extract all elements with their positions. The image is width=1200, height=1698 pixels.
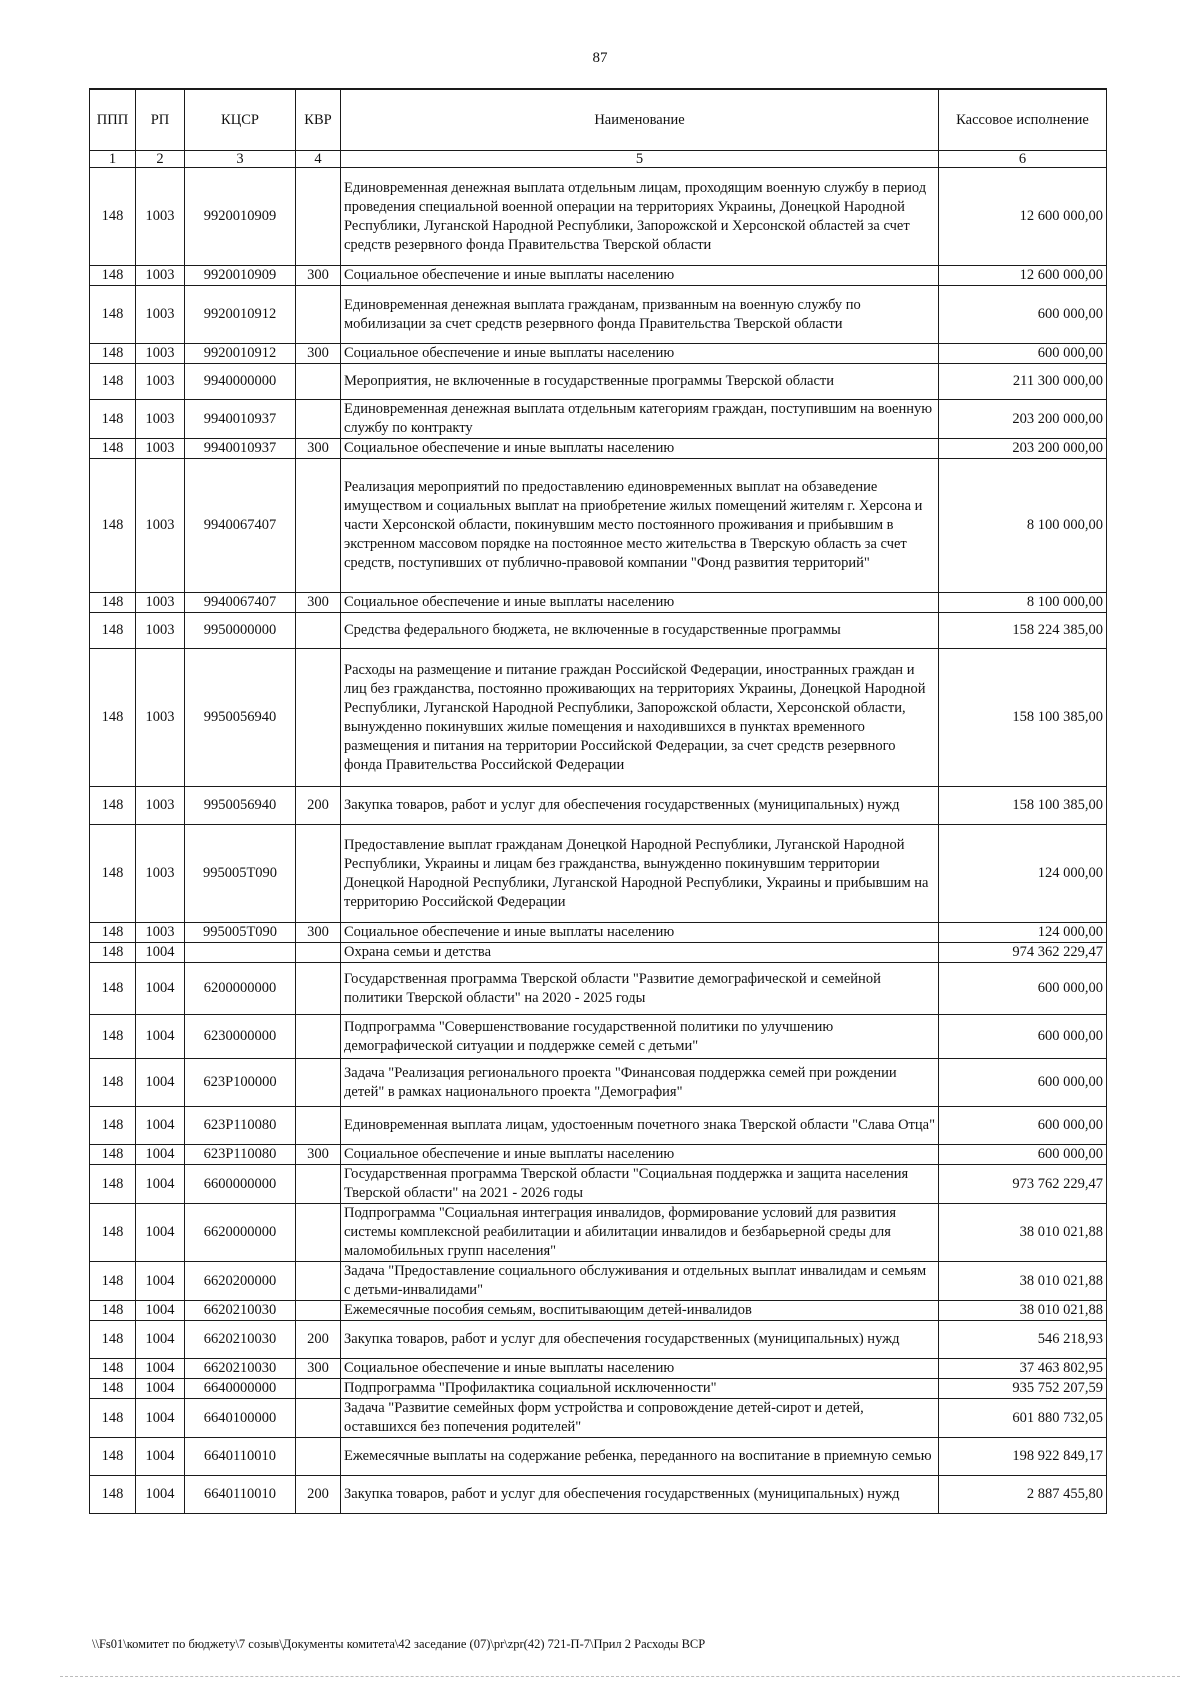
column-number: 4	[296, 151, 341, 168]
cell-rp: 1003	[136, 266, 185, 286]
cell-rp: 1004	[136, 943, 185, 963]
cell-kvr	[296, 168, 341, 266]
cell-kcsr: 9950056940	[185, 649, 296, 787]
cell-name: Подпрограмма "Социальная интеграция инвалидов, формирование условий для развития системы комплексной реабилитации и абилитации инвалидов и безбарьерной среды для маломобильных групп населения"	[341, 1204, 939, 1262]
cell-name: Задача "Предоставление социального обслуживания и отдельных выплат инвалидам и семьям с детьми-инвалидами"	[341, 1262, 939, 1301]
cell-kcsr: 6620210030	[185, 1321, 296, 1359]
cell-kvr	[296, 963, 341, 1015]
column-number: 1	[90, 151, 136, 168]
cell-amount: 546 218,93	[939, 1321, 1107, 1359]
cell-ppp: 148	[90, 787, 136, 825]
column-number: 3	[185, 151, 296, 168]
table-row	[90, 1438, 1107, 1476]
cell-ppp: 148	[90, 344, 136, 364]
cell-name: Ежемесячные выплаты на содержание ребенка, переданного на воспитание в приемную семью	[341, 1438, 939, 1476]
cell-name: Предоставление выплат гражданам Донецкой Народной Республики, Луганской Народной Республики, Украины и лицам без гражданства, вынужденно покинувшим территории Донецкой Народной Республики, Луганской Народной Республики, Украины и прибывшим на территорию Российской Федерации	[341, 825, 939, 923]
cell-ppp: 148	[90, 923, 136, 943]
column-number: 5	[341, 151, 939, 168]
cell-rp: 1003	[136, 344, 185, 364]
cell-kvr: 200	[296, 1321, 341, 1359]
cell-rp: 1004	[136, 1301, 185, 1321]
cell-name: Реализация мероприятий по предоставлению единовременных выплат на обзаведение имуществом и социальных выплат на приобретение жилых помещений жителям г. Херсона и части Херсонской области, покинувшим место постоянного проживания и прибывшим в экстренном массовом порядке на постоянное место жительства в Тверскую область за счет средств, поступивших от публично-правовой компании "Фонд развития территорий"	[341, 459, 939, 593]
cell-kcsr: 9920010909	[185, 266, 296, 286]
cell-rp: 1004	[136, 1379, 185, 1399]
cell-ppp: 148	[90, 613, 136, 649]
cell-name: Охрана семьи и детства	[341, 943, 939, 963]
cell-kcsr: 6620000000	[185, 1204, 296, 1262]
header-name: Наименование	[341, 89, 939, 151]
cell-rp: 1004	[136, 1438, 185, 1476]
cell-kvr	[296, 1438, 341, 1476]
cell-name: Закупка товаров, работ и услуг для обеспечения государственных (муниципальных) нужд	[341, 787, 939, 825]
cell-kvr: 300	[296, 266, 341, 286]
cell-ppp: 148	[90, 286, 136, 344]
cell-kvr	[296, 1399, 341, 1438]
cell-kcsr: 623P110080	[185, 1145, 296, 1165]
cell-ppp: 148	[90, 266, 136, 286]
table-row	[90, 1204, 1107, 1262]
cell-kcsr: 995005Т090	[185, 825, 296, 923]
cell-amount: 600 000,00	[939, 286, 1107, 344]
cell-kcsr: 6200000000	[185, 963, 296, 1015]
column-number-row	[90, 151, 1107, 168]
cell-kvr: 200	[296, 787, 341, 825]
table-row	[90, 400, 1107, 439]
header-ppp: ППП	[90, 89, 136, 151]
header-row	[90, 89, 1107, 151]
cell-ppp: 148	[90, 825, 136, 923]
cell-kvr	[296, 364, 341, 400]
table-row	[90, 1107, 1107, 1145]
cell-name: Расходы на размещение и питание граждан Российской Федерации, иностранных граждан и лиц без гражданства, постоянно проживающих на территориях Украины, Донецкой Народной Республики, Луганской Народной Республики, Запорожской области, Херсонской области, вынужденно покинувших жилые помещения и находившихся в пунктах временного размещения и питания на территории Российской Федерации, за счет средств резервного фонда Правительства Российской Федерации	[341, 649, 939, 787]
cell-kcsr: 6640100000	[185, 1399, 296, 1438]
cell-amount: 601 880 732,05	[939, 1399, 1107, 1438]
header-kcsr: КЦСР	[185, 89, 296, 151]
cell-name: Единовременная денежная выплата гражданам, призванным на военную службу по мобилизации за счет средств резервного фонда Правительства Тверской области	[341, 286, 939, 344]
cell-ppp: 148	[90, 1476, 136, 1514]
cell-kcsr: 6640110010	[185, 1476, 296, 1514]
cell-amount: 198 922 849,17	[939, 1438, 1107, 1476]
table-row	[90, 1301, 1107, 1321]
cell-amount: 12 600 000,00	[939, 266, 1107, 286]
header-amount: Кассовое исполнение	[939, 89, 1107, 151]
cell-kvr: 300	[296, 439, 341, 459]
cell-ppp: 148	[90, 1438, 136, 1476]
cell-kvr	[296, 1204, 341, 1262]
cell-rp: 1003	[136, 400, 185, 439]
cell-kvr: 300	[296, 923, 341, 943]
cell-amount: 158 100 385,00	[939, 649, 1107, 787]
cell-amount: 600 000,00	[939, 963, 1107, 1015]
cell-rp: 1004	[136, 1059, 185, 1107]
cell-kcsr: 6640000000	[185, 1379, 296, 1399]
column-number: 6	[939, 151, 1107, 168]
cell-amount: 124 000,00	[939, 825, 1107, 923]
cell-ppp: 148	[90, 1015, 136, 1059]
cell-name: Социальное обеспечение и иные выплаты населению	[341, 439, 939, 459]
cell-kcsr: 6620210030	[185, 1301, 296, 1321]
cell-name: Единовременная денежная выплата отдельным лицам, проходящим военную службу в период проведения специальной военной операции на территориях Украины, Донецкой Народной Республики, Луганской Народной Республики, Запорожской и Херсонской областей за счет средств резервного фонда Правительства Тверской области	[341, 168, 939, 266]
cell-kvr	[296, 613, 341, 649]
cell-ppp: 148	[90, 400, 136, 439]
cell-kvr	[296, 1107, 341, 1145]
column-number: 2	[136, 151, 185, 168]
table-row	[90, 923, 1107, 943]
cell-kvr	[296, 943, 341, 963]
header-kvr: КВР	[296, 89, 341, 151]
cell-kvr: 300	[296, 1359, 341, 1379]
footer-file-path: \\Fs01\комитет по бюджету\7 созыв\Документы комитета\42 заседание (07)\pr\zpr(42) 721-П-7\Прил 2 Расходы ВСР	[92, 1637, 706, 1651]
page-number: 87	[592, 50, 608, 66]
cell-ppp: 148	[90, 364, 136, 400]
cell-kvr: 300	[296, 344, 341, 364]
cell-ppp: 148	[90, 168, 136, 266]
cell-ppp: 148	[90, 459, 136, 593]
table-row	[90, 168, 1107, 266]
cell-amount: 203 200 000,00	[939, 400, 1107, 439]
cell-rp: 1003	[136, 787, 185, 825]
cell-name: Единовременная денежная выплата отдельным категориям граждан, поступившим на военную службу по контракту	[341, 400, 939, 439]
cell-name: Мероприятия, не включенные в государственные программы Тверской области	[341, 364, 939, 400]
cell-kcsr: 9940000000	[185, 364, 296, 400]
cell-amount: 935 752 207,59	[939, 1379, 1107, 1399]
cell-ppp: 148	[90, 593, 136, 613]
cell-kcsr: 6600000000	[185, 1165, 296, 1204]
cell-kvr: 300	[296, 1145, 341, 1165]
cell-kvr	[296, 1301, 341, 1321]
header-rp: РП	[136, 89, 185, 151]
cell-rp: 1003	[136, 168, 185, 266]
cell-kcsr: 623P110080	[185, 1107, 296, 1145]
cell-name: Социальное обеспечение и иные выплаты населению	[341, 923, 939, 943]
cell-amount: 124 000,00	[939, 923, 1107, 943]
cell-ppp: 148	[90, 1107, 136, 1145]
cell-name: Ежемесячные пособия семьям, воспитывающим детей-инвалидов	[341, 1301, 939, 1321]
cell-name: Социальное обеспечение и иные выплаты населению	[341, 593, 939, 613]
cell-rp: 1004	[136, 1107, 185, 1145]
table-row	[90, 825, 1107, 923]
table-row	[90, 1015, 1107, 1059]
cell-amount: 600 000,00	[939, 1015, 1107, 1059]
cell-name: Социальное обеспечение и иные выплаты населению	[341, 1359, 939, 1379]
cell-amount: 600 000,00	[939, 1059, 1107, 1107]
table-row	[90, 963, 1107, 1015]
cell-kcsr: 9940010937	[185, 400, 296, 439]
table-row	[90, 1379, 1107, 1399]
cell-rp: 1003	[136, 923, 185, 943]
cell-rp: 1004	[136, 1359, 185, 1379]
cell-amount: 38 010 021,88	[939, 1301, 1107, 1321]
cell-kcsr: 9940067407	[185, 459, 296, 593]
cell-amount: 12 600 000,00	[939, 168, 1107, 266]
table-row	[90, 459, 1107, 593]
cell-kvr: 300	[296, 593, 341, 613]
cell-name: Подпрограмма "Профилактика социальной исключенности"	[341, 1379, 939, 1399]
cell-kvr	[296, 825, 341, 923]
table-row	[90, 1262, 1107, 1301]
cell-ppp: 148	[90, 1321, 136, 1359]
table-row	[90, 943, 1107, 963]
cell-ppp: 148	[90, 649, 136, 787]
table-row	[90, 1165, 1107, 1204]
cell-amount: 2 887 455,80	[939, 1476, 1107, 1514]
cell-kvr	[296, 1015, 341, 1059]
cell-rp: 1004	[136, 1165, 185, 1204]
cell-kvr	[296, 1262, 341, 1301]
cell-kcsr: 9940067407	[185, 593, 296, 613]
cell-name: Государственная программа Тверской области "Развитие демографической и семейной политики Тверской области" на 2020 - 2025 годы	[341, 963, 939, 1015]
table-row	[90, 649, 1107, 787]
cell-rp: 1003	[136, 364, 185, 400]
cell-kcsr	[185, 943, 296, 963]
cell-ppp: 148	[90, 963, 136, 1015]
cell-kcsr: 9950000000	[185, 613, 296, 649]
cell-ppp: 148	[90, 1059, 136, 1107]
cell-rp: 1003	[136, 613, 185, 649]
cell-rp: 1003	[136, 439, 185, 459]
cell-amount: 203 200 000,00	[939, 439, 1107, 459]
table-row	[90, 1359, 1107, 1379]
cell-amount: 158 224 385,00	[939, 613, 1107, 649]
scan-edge-divider	[60, 1676, 1180, 1677]
cell-name: Социальное обеспечение и иные выплаты населению	[341, 266, 939, 286]
cell-amount: 211 300 000,00	[939, 364, 1107, 400]
cell-ppp: 148	[90, 943, 136, 963]
cell-name: Средства федерального бюджета, не включенные в государственные программы	[341, 613, 939, 649]
cell-name: Задача "Реализация регионального проекта "Финансовая поддержка семей при рождении детей" в рамках национального проекта "Демография"	[341, 1059, 939, 1107]
cell-rp: 1003	[136, 286, 185, 344]
cell-ppp: 148	[90, 1262, 136, 1301]
cell-kcsr: 9920010912	[185, 286, 296, 344]
cell-kcsr: 9940010937	[185, 439, 296, 459]
cell-ppp: 148	[90, 1145, 136, 1165]
table-row	[90, 286, 1107, 344]
cell-rp: 1003	[136, 825, 185, 923]
table-row	[90, 1476, 1107, 1514]
table-row	[90, 1145, 1107, 1165]
cell-rp: 1003	[136, 649, 185, 787]
cell-rp: 1004	[136, 1476, 185, 1514]
table-row	[90, 1059, 1107, 1107]
cell-ppp: 148	[90, 1165, 136, 1204]
cell-name: Единовременная выплата лицам, удостоенным почетного знака Тверской области "Слава Отца"	[341, 1107, 939, 1145]
cell-amount: 973 762 229,47	[939, 1165, 1107, 1204]
table-row	[90, 613, 1107, 649]
cell-name: Социальное обеспечение и иные выплаты населению	[341, 1145, 939, 1165]
cell-amount: 600 000,00	[939, 1107, 1107, 1145]
cell-kcsr: 9920010909	[185, 168, 296, 266]
cell-rp: 1004	[136, 1204, 185, 1262]
cell-kvr	[296, 459, 341, 593]
cell-rp: 1004	[136, 1145, 185, 1165]
cell-rp: 1003	[136, 593, 185, 613]
cell-ppp: 148	[90, 439, 136, 459]
cell-amount: 8 100 000,00	[939, 459, 1107, 593]
cell-amount: 600 000,00	[939, 1145, 1107, 1165]
cell-rp: 1004	[136, 1321, 185, 1359]
cell-ppp: 148	[90, 1204, 136, 1262]
table-body	[90, 168, 1107, 1514]
table-row	[90, 266, 1107, 286]
cell-amount: 974 362 229,47	[939, 943, 1107, 963]
cell-ppp: 148	[90, 1359, 136, 1379]
cell-kvr	[296, 286, 341, 344]
cell-name: Задача "Развитие семейных форм устройства и сопровождение детей-сирот и детей, оставшихся без попечения родителей"	[341, 1399, 939, 1438]
cell-amount: 38 010 021,88	[939, 1204, 1107, 1262]
cell-name: Подпрограмма "Совершенствование государственной политики по улучшению демографической ситуации и поддержке семей с детьми"	[341, 1015, 939, 1059]
cell-kcsr: 9920010912	[185, 344, 296, 364]
cell-ppp: 148	[90, 1399, 136, 1438]
cell-rp: 1004	[136, 1015, 185, 1059]
cell-ppp: 148	[90, 1379, 136, 1399]
table-row	[90, 787, 1107, 825]
cell-amount: 37 463 802,95	[939, 1359, 1107, 1379]
cell-kvr	[296, 649, 341, 787]
cell-rp: 1004	[136, 1262, 185, 1301]
cell-kcsr: 9950056940	[185, 787, 296, 825]
cell-amount: 38 010 021,88	[939, 1262, 1107, 1301]
table-row	[90, 364, 1107, 400]
cell-kvr	[296, 1165, 341, 1204]
table-row	[90, 593, 1107, 613]
cell-kcsr: 6640110010	[185, 1438, 296, 1476]
cell-amount: 600 000,00	[939, 344, 1107, 364]
table-row	[90, 439, 1107, 459]
cell-kvr	[296, 400, 341, 439]
cell-ppp: 148	[90, 1301, 136, 1321]
cell-name: Закупка товаров, работ и услуг для обеспечения государственных (муниципальных) нужд	[341, 1476, 939, 1514]
cell-kcsr: 995005Т090	[185, 923, 296, 943]
cell-rp: 1004	[136, 1399, 185, 1438]
cell-name: Закупка товаров, работ и услуг для обеспечения государственных (муниципальных) нужд	[341, 1321, 939, 1359]
cell-amount: 8 100 000,00	[939, 593, 1107, 613]
cell-name: Государственная программа Тверской области "Социальная поддержка и защита населения Тверской области" на 2021 - 2026 годы	[341, 1165, 939, 1204]
cell-kvr	[296, 1059, 341, 1107]
cell-kvr: 200	[296, 1476, 341, 1514]
budget-table	[89, 88, 1107, 1514]
table-row	[90, 1321, 1107, 1359]
table-row	[90, 344, 1107, 364]
cell-kvr	[296, 1379, 341, 1399]
cell-rp: 1004	[136, 963, 185, 1015]
cell-kcsr: 623P100000	[185, 1059, 296, 1107]
cell-rp: 1003	[136, 459, 185, 593]
cell-amount: 158 100 385,00	[939, 787, 1107, 825]
table-row	[90, 1399, 1107, 1438]
cell-name: Социальное обеспечение и иные выплаты населению	[341, 344, 939, 364]
cell-kcsr: 6620200000	[185, 1262, 296, 1301]
cell-kcsr: 6620210030	[185, 1359, 296, 1379]
cell-kcsr: 6230000000	[185, 1015, 296, 1059]
